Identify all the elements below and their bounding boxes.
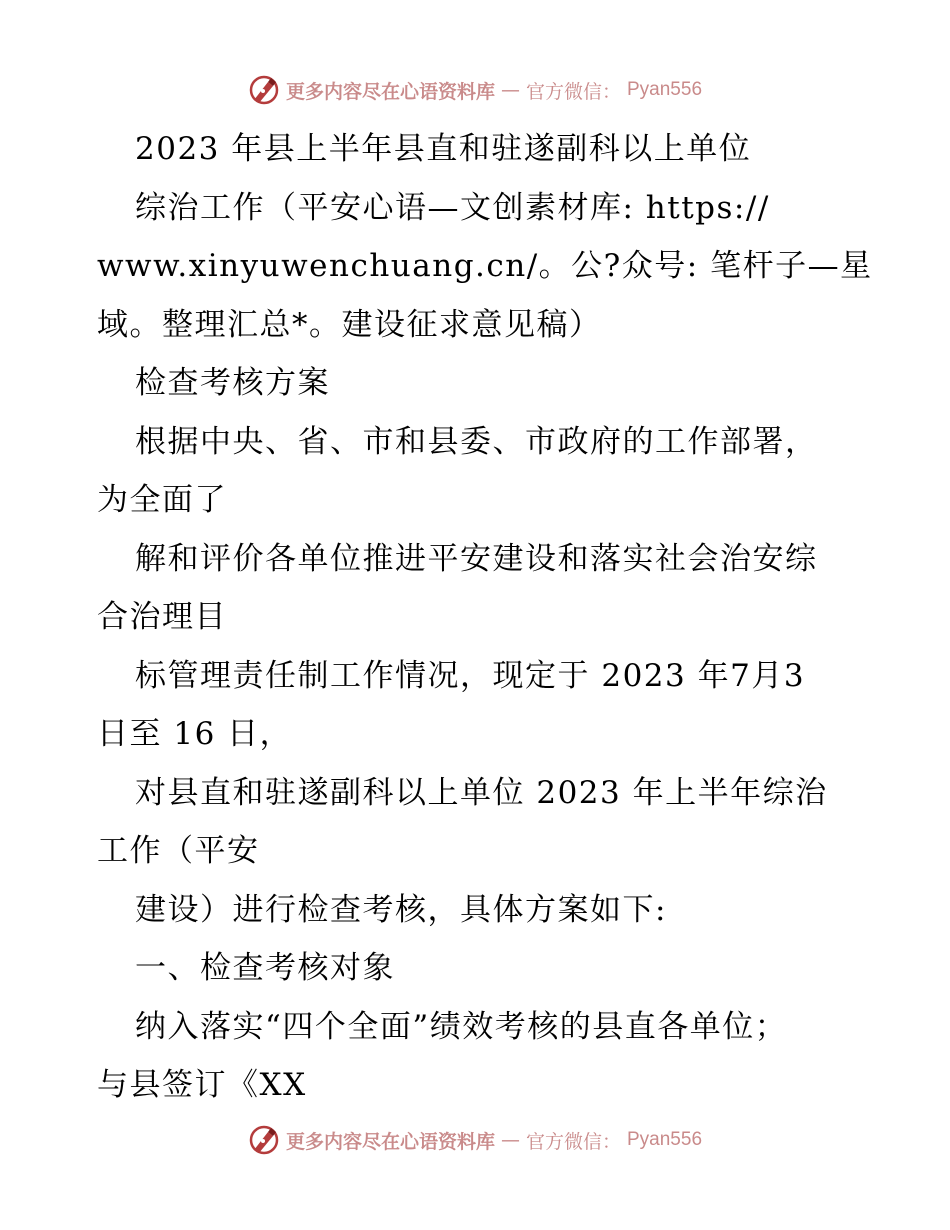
header-banner — [0, 70, 950, 110]
document-body — [97, 120, 873, 1115]
doc-line-paragraph: 与县签订《XX — [97, 1067, 307, 1103]
doc-line-title-4: 域。整理汇总*。建设征求意见稿） — [97, 306, 602, 343]
footer-banner — [0, 1120, 950, 1160]
pen-logo-icon — [248, 1124, 280, 1156]
doc-line-paragraph: 标管理责任制工作情况，现定于 2023 年7月3 — [135, 657, 806, 694]
banner-wechat-label: 官方微信： — [525, 1130, 621, 1153]
doc-line-paragraph: 合治理目 — [97, 599, 227, 635]
doc-line-paragraph: 为全面了 — [97, 482, 227, 518]
banner-separator: — — [500, 1129, 520, 1151]
doc-line-paragraph: 建设）进行检查考核，具体方案如下: — [135, 891, 667, 928]
banner-wechat-label: 官方微信： — [525, 80, 621, 103]
doc-line-title-2: 综治工作（平安心语—文创素材库: https:// — [135, 189, 770, 226]
doc-line-paragraph: 日至 16 日， — [97, 716, 293, 752]
banner-wechat-id: Pyan556 — [627, 79, 703, 100]
doc-line-heading: 检查考核方案 — [135, 365, 330, 401]
banner-separator: — — [500, 79, 520, 101]
banner-title: 更多内容尽在心语资料库 — [285, 1130, 495, 1153]
doc-line-paragraph: 纳入落实“四个全面”绩效考核的县直各单位； — [135, 1008, 788, 1045]
doc-line-paragraph: 解和评价各单位推进平安建设和落实社会治安综 — [135, 540, 818, 577]
doc-line-title-3: www.xinyuwenchuang.cn/。公?众号: 笔杆子—星 — [97, 248, 873, 284]
doc-line-paragraph: 根据中央、省、市和县委、市政府的工作部署， — [135, 423, 818, 460]
doc-line-paragraph: 工作（平安 — [97, 833, 260, 869]
doc-line-section-heading: 一、检查考核对象 — [135, 950, 395, 986]
banner-wechat-id: Pyan556 — [627, 1129, 703, 1150]
banner-title: 更多内容尽在心语资料库 — [285, 80, 495, 103]
doc-line-paragraph: 对县直和驻遂副科以上单位 2023 年上半年综治 — [135, 774, 828, 811]
doc-line-title-1: 2023 年县上半年县直和驻遂副科以上单位 — [135, 131, 752, 167]
pen-logo-icon — [248, 74, 280, 106]
